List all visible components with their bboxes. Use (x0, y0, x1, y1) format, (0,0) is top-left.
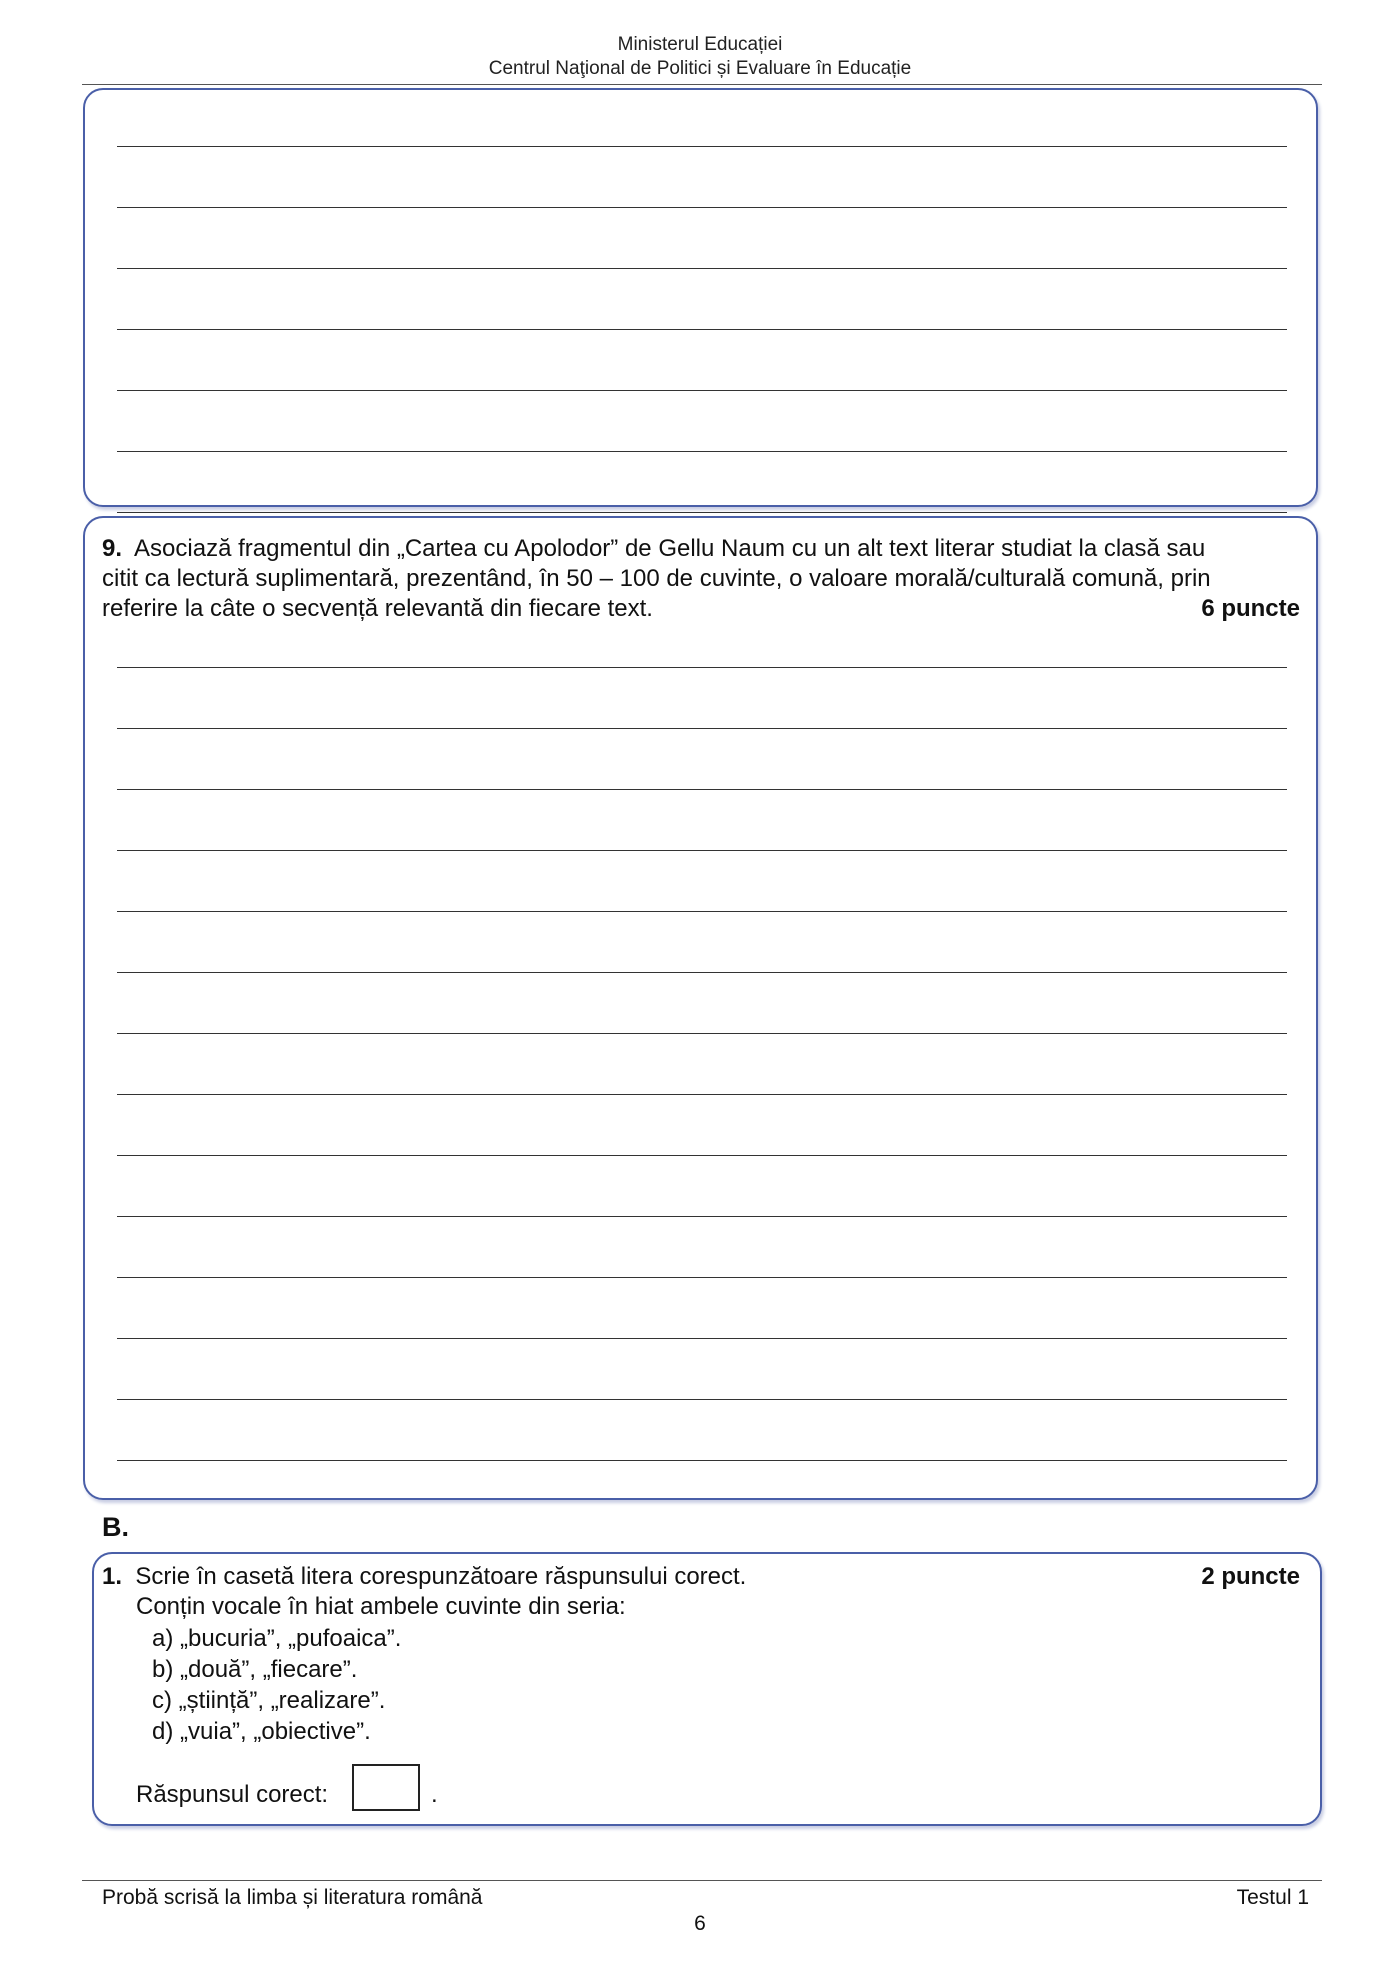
question-9-points: 6 puncte (1201, 595, 1300, 622)
writing-line[interactable] (117, 1216, 1287, 1217)
option-d: d) „vuia”, „obiective”. (152, 1718, 371, 1745)
writing-line[interactable] (117, 1399, 1287, 1400)
writing-line[interactable] (117, 911, 1287, 912)
writing-line[interactable] (117, 850, 1287, 851)
writing-line[interactable] (117, 512, 1287, 513)
footer-rule (82, 1880, 1322, 1881)
option-a: a) „bucuria”, „pufoaica”. (152, 1625, 402, 1652)
writing-line[interactable] (117, 1155, 1287, 1156)
writing-line[interactable] (117, 1460, 1287, 1461)
footer-test-label: Testul 1 (1236, 1886, 1309, 1909)
footer-exam-title: Probă scrisă la limba și literatura română (102, 1886, 483, 1909)
writing-line[interactable] (117, 667, 1287, 668)
writing-line[interactable] (117, 1033, 1287, 1034)
writing-line[interactable] (117, 268, 1287, 269)
question-1-prompt: Conțin vocale în hiat ambele cuvinte din seria: (136, 1593, 626, 1620)
writing-line[interactable] (117, 789, 1287, 790)
question-1-points: 2 puncte (1201, 1563, 1300, 1590)
writing-line[interactable] (117, 972, 1287, 973)
question-9-number: 9. (102, 535, 123, 562)
option-b: b) „două”, „fiecare”. (152, 1656, 358, 1683)
writing-line[interactable] (117, 1338, 1287, 1339)
question-1-instruction-text: Scrie în casetă litera corespunzătoare răspunsului corect. (135, 1563, 747, 1590)
answer-label: Răspunsul corect: (136, 1781, 329, 1808)
header-center: Centrul Naţional de Politici și Evaluare în Educație (488, 58, 912, 79)
answer-suffix: . (431, 1781, 438, 1808)
writing-line[interactable] (117, 146, 1287, 147)
question-9-text (102, 534, 1300, 624)
writing-line[interactable] (117, 1277, 1287, 1278)
section-b-label: B. (102, 1512, 129, 1542)
writing-line[interactable] (117, 728, 1287, 729)
writing-line[interactable] (117, 1094, 1287, 1095)
writing-line[interactable] (117, 390, 1287, 391)
option-c: c) „știință”, „realizare”. (152, 1687, 386, 1714)
header-ministry: Ministerul Educației (617, 34, 783, 55)
header-rule (82, 84, 1322, 85)
question-9-line3: referire la câte o secvență relevantă din fiecare text. (102, 595, 653, 622)
page-number: 6 (694, 1912, 706, 1935)
answer-box-continued (83, 88, 1318, 507)
question-1-instruction (102, 1562, 1300, 1592)
question-9-line2: citit ca lectură suplimentară, prezentând, în 50 – 100 de cuvinte, o valoare morală/culturală comună, prin (102, 565, 1211, 592)
writing-line[interactable] (117, 451, 1287, 452)
question-9-line1: Asociază fragmentul din „Cartea cu Apolodor” de Gellu Naum cu un alt text literar studiat la clasă sau (134, 535, 1206, 562)
question-9-box (83, 516, 1318, 1500)
question-1-number: 1. (102, 1563, 123, 1590)
writing-line[interactable] (117, 329, 1287, 330)
answer-input-box[interactable] (352, 1764, 420, 1811)
writing-line[interactable] (117, 207, 1287, 208)
